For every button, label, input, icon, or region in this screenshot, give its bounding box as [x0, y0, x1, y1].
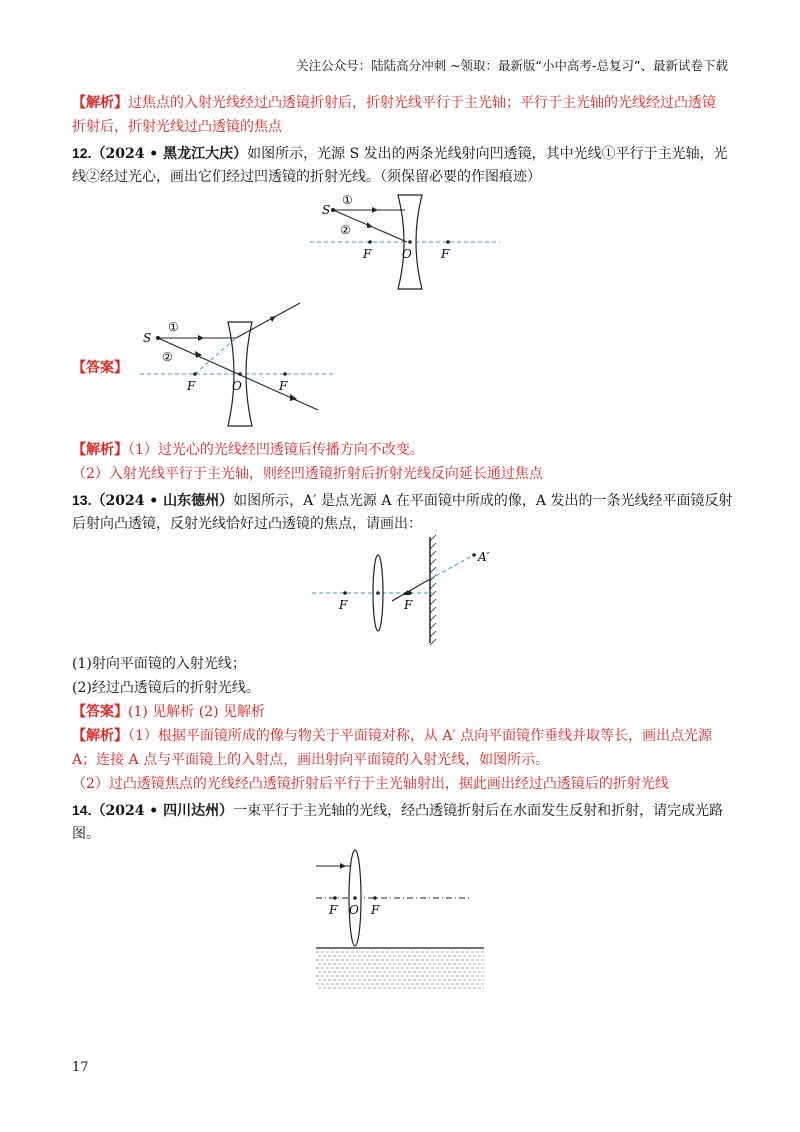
analysis-tag: 【解析】 [72, 728, 128, 744]
q12-figure [310, 190, 510, 300]
question-source: （2024 • 四川达州） [91, 803, 234, 819]
label-o: O [349, 903, 359, 917]
question-number: 13. [72, 492, 92, 508]
label-o: O [402, 247, 412, 261]
page-number: 17 [72, 1060, 89, 1075]
question-text: 如图所示，A′ 是点光源 A 在平面镜中所成的像，A 发出的一条光线经平面镜反射 [233, 493, 733, 509]
question-item: (1)射向平面镜的入射光线； [72, 656, 246, 672]
analysis-text: （1）过光心的光线经凹透镜后传播方向不改变。 [128, 442, 424, 458]
question-14 [72, 800, 723, 821]
label-f: F [187, 379, 196, 393]
question-12 [72, 143, 728, 164]
label-s: S [322, 203, 331, 217]
analysis-line: （2）过凸透镜焦点的光线经凸透镜折射后平行于主光轴射出，据此画出经过凸透镜后的折射光线 [72, 776, 669, 792]
page-header: 关注公众号：陆陆高分冲刺 ~领取：最新版“小中高考-总复习”、最新试卷下载 [296, 58, 728, 73]
label-a-prime: A′ [478, 550, 490, 564]
water-surface [316, 952, 484, 988]
analysis-tag: 【解析】 [72, 95, 128, 111]
label-f: F [371, 903, 380, 917]
question-text: 后射向凸透镜，反射光线恰好过凸透镜的焦点，请画出： [72, 516, 422, 532]
q13-figure [312, 535, 512, 645]
analysis-line: （2）入射光线平行于主光轴，则经凹透镜折射后折射光线反向延长通过焦点 [72, 466, 543, 482]
answer-text: (1) 见解析 (2) 见解析 [128, 704, 266, 720]
label-ray-1: ① [168, 320, 179, 334]
label-f: F [339, 598, 348, 612]
question-item: (2)经过凸透镜后的折射光线。 [72, 680, 260, 696]
analysis-line [72, 440, 424, 460]
question-13 [72, 490, 732, 511]
question-text: 线②经过光心，画出它们经过凹透镜的折射光线。（须保留必要的作图痕迹） [72, 169, 541, 185]
analysis-line: A；连接 A 点与平面镜上的入射点，画出射向平面镜的入射光线，如图所示。 [72, 752, 550, 768]
question-text: 一束平行于主光轴的光线，经凸透镜折射后在水面发生反射和折射，请完成光路 [233, 803, 724, 819]
analysis-line [72, 93, 716, 113]
q14-figure [316, 848, 491, 990]
label-ray-2: ② [162, 350, 173, 364]
analysis-line: 折射后，折射光线过凸透镜的焦点 [72, 119, 282, 135]
label-f: F [404, 598, 413, 612]
analysis-text: （1）根据平面镜所成的像与物关于平面镜对称，从 A′ 点向平面镜作垂线并取等长，画出点光源 [128, 728, 713, 744]
question-source: （2024 • 黑龙江大庆） [91, 146, 248, 162]
q12-answer-figure [140, 298, 340, 428]
question-source: （2024 • 山东德州） [91, 493, 234, 509]
answer-line [72, 702, 265, 722]
label-o: O [232, 379, 242, 393]
analysis-text: 过焦点的入射光线经过凸透镜折射后，折射光线平行于主光轴；平行于主光轴的光线经过凸透镜 [128, 95, 716, 111]
question-number: 12. [72, 145, 92, 161]
question-text: 如图所示，光源 S 发出的两条光线射向凹透镜，其中光线①平行于主光轴，光 [247, 146, 728, 162]
answer-tag: 【答案】 [72, 360, 128, 376]
analysis-tag: 【解析】 [72, 442, 128, 458]
label-ray-2: ② [340, 223, 351, 237]
answer-tag: 【答案】 [72, 704, 128, 720]
label-f: F [441, 247, 450, 261]
label-f: F [329, 903, 338, 917]
question-text: 图。 [72, 826, 100, 842]
analysis-line [72, 726, 712, 746]
label-ray-1: ① [342, 193, 353, 207]
label-f: F [363, 247, 372, 261]
question-number: 14. [72, 802, 92, 818]
label-f: F [279, 379, 288, 393]
label-s: S [143, 331, 152, 345]
